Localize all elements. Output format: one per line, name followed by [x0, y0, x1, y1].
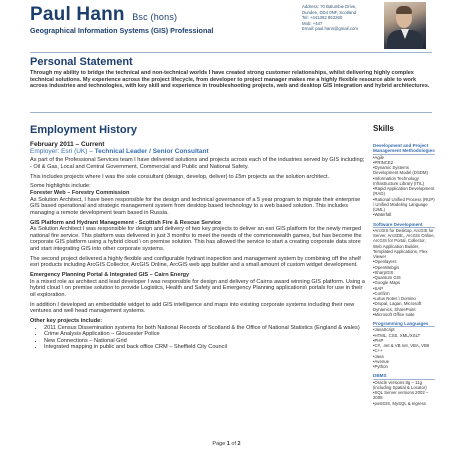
highlight-title-cairn: Emergency Planning Portal & Integrated GIS – Cairn Energy: [30, 272, 190, 279]
other-projects-heading: Other key projects include:: [30, 318, 103, 325]
name-text: Paul Hann: [30, 4, 125, 25]
skill-item: •postGIS, MySQL & Ingress: [373, 400, 426, 406]
name-suffix: Bsc (hons): [132, 12, 178, 22]
skill-item: •HTML, CSS, XML/XSLT: [373, 332, 421, 338]
skill-item: •OpenWebgis: [373, 264, 400, 270]
list-item: • New Connections – National Grid: [44, 338, 366, 345]
skills-group-methodologies: Development and Project Management Methodologies: [373, 143, 435, 154]
contact-phone: Tel: +441382 862260: [302, 15, 343, 21]
skill-item: •PRINCE2: [373, 159, 394, 165]
contact-email[interactable]: Email: paul.hann@gmail.com: [302, 26, 358, 32]
skill-item: •C#, .net & VB.net, VBA, VB6: [373, 343, 430, 349]
footer-prefix: Page: [212, 441, 226, 447]
highlight-title-forester: Forester Web – Forestry Commission: [30, 190, 130, 197]
professional-title: Geographical Information Systems (GIS) Professional: [30, 26, 214, 35]
section-divider: [30, 112, 432, 113]
job-employer: [30, 148, 366, 155]
skills-group-dbms: DBMS: [373, 373, 435, 379]
employer-label: Employer: Esri (UK) –: [30, 148, 93, 156]
list-item: • Integrated mapping in public and back office CRM – Sheffield City Council: [44, 344, 366, 351]
intro-paragraph-3: Some highlights include:: [30, 183, 91, 190]
skills-group-software: Software Development: [373, 222, 435, 228]
skill-item: •Openlayers: [373, 259, 397, 265]
footer-of: of: [231, 441, 236, 447]
skill-item: •Oracle versions 8g – 11g (including Spatial & Locator): [373, 379, 427, 390]
highlight-title-fire-rescue: GIS Platform and Hydrant Management - Scottish Fire & Rescue Service: [30, 219, 222, 226]
skill-item: •Dynamic Systems Development Model (DSDM): [373, 165, 428, 176]
skill-item: •SAP: [373, 285, 384, 291]
contact-mobile: Mob: +447: [302, 20, 323, 26]
highlight-body-forester: As Solution Architect, I have been responsible for the design and technical governance of a 5 year program to migrate their enterprise GIS based operational and strategic management system from desktop based technology to a web based solution. This includes managing a remote development team based in Russia.: [30, 196, 361, 216]
skill-item: •Waterfall: [373, 212, 392, 218]
highlight-body-fire-rescue: As Solution Architect I was responsible for design and delivery of two key projects to deliver an esri GIS platform for the newly merged national fire service. This platform was delivered in just 3 months to meet the needs of the commonwealth games, but has become the corporate GIS platform using a hybrid cloud \ on premise solution. This has allowed the service to start a creating corporate data store and start integrating GIS into other corporate systems.: [30, 226, 362, 252]
other-projects-list: [30, 325, 366, 351]
skill-item: •Google Maps: [373, 280, 401, 286]
header-divider: [30, 52, 432, 53]
skill-item: •C++: [373, 348, 383, 354]
footer-page-total: 2: [237, 441, 241, 447]
skill-item: •Python: [373, 364, 388, 370]
contact-address-line1: Address: 70 Balumbie Drive,: [302, 4, 357, 9]
skill-item: •Quantum GIS: [373, 275, 401, 281]
skill-item: •Avenue: [373, 358, 389, 364]
intro-paragraph-1: As part of the Professional Services team I have delivered solutions and projects across each of the industries served by GIS including; - Oil & Gas, Local and Central Government, Commercial and Public and National Safety.: [30, 157, 365, 170]
candidate-name: [30, 4, 177, 26]
skill-item: •Drupal, Lagan, Microsoft Dynamics, SharePoint: [373, 301, 422, 312]
skills-heading: Skills: [373, 124, 394, 133]
skill-item: •ArcGIS for Desktop, ArcGIS for Server, ArcSDE,, ArcGIS Online, ArcGIS for Portal, Collector, Web Application Builder, Templated Applications, Flex Viewer: [373, 227, 435, 260]
contact-block: [302, 4, 378, 32]
profile-photo: [384, 2, 426, 49]
skill-item: •SharpGIS: [373, 269, 394, 275]
skill-item: •SQL Server versions 2002 – 2008: [373, 390, 429, 401]
highlight-body-cairn: In a mixed role as architect and lead developer I was responsible for design and delivery of Cairns award winning GIS platform. Using a hybrid cloud \ on premise solution to provide Logistics, Health and Safety and Emergency Planning applications\ portals for use in their oil exploration.: [30, 278, 365, 298]
skill-item: •Confirm: [373, 290, 390, 296]
skill-item: •PHP: [373, 337, 384, 343]
skill-item: •Lotus Notes \ Domino: [373, 296, 416, 302]
contact-address-line2: Dundee, DD4 0NF, Scotland: [302, 9, 356, 15]
highlight-body-widget: In addition I developed an embeddable widget to add GIS intelligence and maps into existing corporate systems including their new ventures and well head management systems.: [30, 301, 355, 315]
skill-item: •Microsoft Office suite: [373, 311, 415, 317]
skills-column: [373, 141, 435, 437]
page-footer: [0, 441, 453, 447]
footer-page-number: 1: [226, 441, 230, 447]
skill-item: •Java: [373, 353, 384, 359]
intro-paragraph-2: This includes projects where I was the sole consultant (design, develop, deliver) to £5m projects as the solution architect.: [30, 173, 330, 180]
skill-item: •JavaScript: [373, 327, 395, 333]
skills-group-languages: Programming Languages: [373, 321, 435, 327]
list-item: • 2011 Census Dissemination systems for both National Records of Scotland & the Office of National Statistics (England & wales): [44, 325, 366, 332]
personal-statement-text: Through my ability to bridge the technical and non-technical worlds I have created strong customer relationships, whilst delivering highly complex technical solutions. My experience across the project lifecycle, from developer to project manager makes me a highly flexible resource able to work across industries and technologies, with key skill and experience in troubleshooting projects, web and desktop GIS integration and hybrid architectures.: [30, 70, 430, 90]
list-item: • Crime Analysis Application – Gloucester Police: [44, 331, 366, 338]
skill-item: •Rational Unified Process (RUP) \ Unified Modeling Language (UML): [373, 196, 435, 213]
skill-item: •Information Technology Infrastructure Library (ITIL): [373, 175, 425, 186]
skill-item: •Agile: [373, 154, 385, 160]
personal-statement-heading: Personal Statement: [30, 56, 133, 68]
job-role: Technical Leader / Senior Consultant: [94, 148, 209, 156]
highlight-body-hydrant: The second project delivered a highly flexible and configurable hydrant inspection and management system by combining off the shelf esri products including ArcGIS Collector, ArcGIS Online, ArcGIS web app builder and a small amount of custom widget development.: [30, 255, 361, 269]
employment-history-heading: Employment History: [30, 124, 137, 136]
employment-column: [30, 141, 366, 351]
job-date: February 2011 – Current: [30, 141, 105, 148]
skill-item: •Rapid Application Development (RAD): [373, 186, 435, 197]
